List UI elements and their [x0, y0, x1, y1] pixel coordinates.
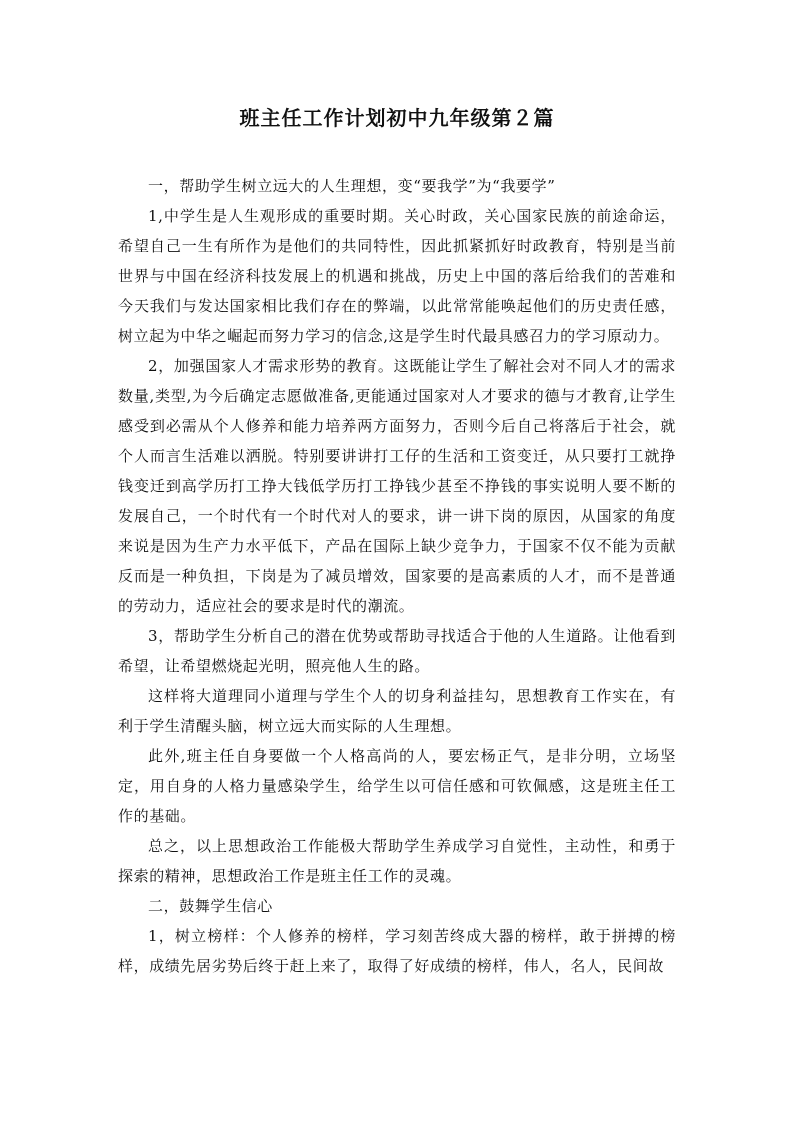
paragraph: 这样将大道理同小道理与学生个人的切身利益挂勾，思想教育工作实在，有利于学生清醒头脑，树立远大而实际的人生理想。 [118, 687, 676, 735]
paragraph: 1，树立榜样：个人修养的榜样，学习刻苦终成大器的榜样，敢于拼搏的榜样，成绩先居劣势后终于赶上来了，取得了好成绩的榜样，伟人，名人，民间故 [118, 927, 676, 975]
paragraph: 1,中学生是人生观形成的重要时期。关心时政，关心国家民族的前途命运，希望自己一生有所作为是他们的共同特性，因此抓紧抓好时政教育，特别是当前世界与中国在经济科技发展上的机遇和挑战，历史上中国的落后给我们的苦难和今天我们与发达国家相比我们存在的弊端，以此常常能唤起他们的历史责任感，树立起为中华之崛起而努力学习的信念,这是学生时代最具感召力的学习原动力。 [118, 207, 676, 345]
document-body [118, 171, 676, 981]
document-title: 班主任工作计划初中九年级第２篇 [239, 106, 555, 130]
paragraph: 3，帮助学生分析自己的潜在优势或帮助寻找适合于他的人生道路。让他看到希望，让希望燃烧起光明，照亮他人生的路。 [118, 627, 676, 675]
paragraph-heading-2: 二，鼓舞学生信心 [148, 897, 273, 915]
paragraph-heading-1: 一，帮助学生树立远大的人生理想，变“要我学”为“我要学” [148, 177, 556, 195]
paragraph: 此外,班主任自身要做一个人格高尚的人，要宏杨正气，是非分明，立场坚定，用自身的人格力量感染学生，给学生以可信任感和可钦佩感，这是班主任工作的基础。 [118, 747, 676, 825]
paragraph: 2，加强国家人才需求形势的教育。这既能让学生了解社会对不同人才的需求数量,类型,为今后确定志愿做准备,更能通过国家对人才要求的德与才教育,让学生感受到必需从个人修养和能力培养两方面努力，否则今后自己将落后于社会，就个人而言生活难以洒脱。特别要讲讲打工仔的生活和工资变迁，从只要打工就挣钱变迁到高学历打工挣大钱低学历打工挣钱少甚至不挣钱的事实说明人要不断的发展自己，一个时代有一个时代对人的要求，讲一讲下岗的原因，从国家的角度来说是因为生产力水平低下，产品在国际上缺少竞争力，于国家不仅不能为贡献反而是一种负担，下岗是为了减员增效，国家要的是高素质的人才，而不是普通的劳动力，适应社会的要求是时代的潮流。 [118, 357, 676, 615]
paragraph: 总之，以上思想政治工作能极大帮助学生养成学习自觉性，主动性，和勇于探索的精神，思想政治工作是班主任工作的灵魂。 [118, 837, 676, 885]
